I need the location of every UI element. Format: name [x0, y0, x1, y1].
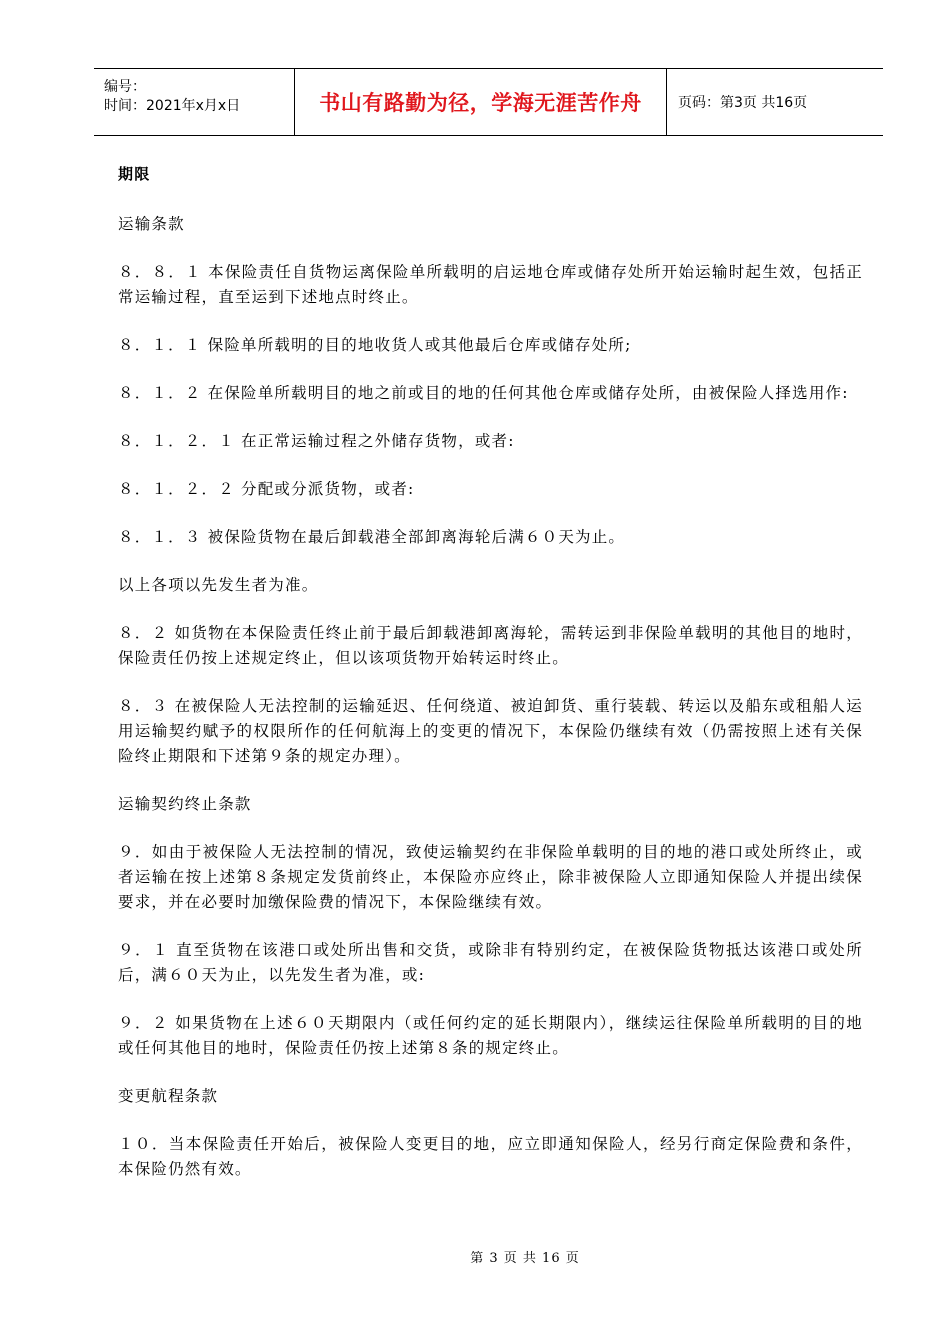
page-footer — [0, 1247, 950, 1266]
paragraph: ８．１．１ 保险单所载明的目的地收货人或其他最后仓库或储存处所; — [118, 336, 632, 354]
motto-text: 书山有路勤为径，学海无涯苦作舟 — [319, 91, 642, 115]
header-page-info — [667, 69, 883, 135]
paragraph: ８．１．２ 在保险单所载明目的地之前或目的地的任何其他仓库或储存处所，由被保险人择选用作: — [118, 384, 849, 402]
page-header — [94, 68, 883, 136]
paragraph: ８．３ 在被保险人无法控制的运输延迟、任何绕道、被迫卸货、重行装载、转运以及船东或租船人运用运输契约赋予的权限所作的任何航海上的变更的情况下，本保险仍继续有效（仍需按照上述有关保险终止期限和下述第９条的规定办理）。 — [118, 697, 863, 765]
header-motto — [295, 69, 667, 135]
clause-heading: 运输条款 — [118, 215, 185, 233]
paragraph: ９．如由于被保险人无法控制的情况，致使运输契约在非保险单载明的目的地的港口或处所终止，或者运输在按上述第８条规定发货前终止，本保险亦应终止，除非被保险人立即通知保险人并提出续保要求，并在必要时加缴保险费的情况下，本保险继续有效。 — [118, 843, 863, 911]
section-heading: 期限 — [118, 165, 151, 183]
paragraph: ８．１．２．１ 在正常运输过程之外储存货物，或者: — [118, 432, 515, 450]
paragraph: ８．８．１ 本保险责任自货物运离保险单所载明的启运地仓库或储存处所开始运输时起生效，包括正常运输过程，直至运到下述地点时终止。 — [118, 263, 863, 306]
paragraph: １０．当本保险责任开始后，被保险人变更目的地，应立即通知保险人，经另行商定保险费和条件，本保险仍然有效。 — [118, 1135, 863, 1178]
header-page-number: 页码：第3页 共16页 — [678, 95, 808, 111]
clause-heading: 运输契约终止条款 — [118, 795, 252, 813]
document-time: 时间：2021年x月x日 — [104, 98, 241, 114]
paragraph: ８．２ 如货物在本保险责任终止前于最后卸载港卸离海轮，需转运到非保险单载明的其他目的地时，保险责任仍按上述规定终止，但以该项货物开始转运时终止。 — [118, 624, 863, 667]
paragraph: ８．１．３ 被保险货物在最后卸载港全部卸离海轮后满６０天为止。 — [118, 528, 626, 546]
paragraph: ９．２ 如果货物在上述６０天期限内（或任何约定的延长期限内），继续运往保险单所载明的目的地或任何其他目的地时，保险责任仍按上述第８条的规定终止。 — [118, 1014, 863, 1057]
header-meta — [94, 69, 295, 135]
document-body — [118, 162, 863, 1205]
document-number-label: 编号： — [104, 79, 146, 95]
footer-page-number: 第 3 页 共 16 页 — [470, 1251, 580, 1266]
paragraph: ８．１．２．２ 分配或分派货物，或者: — [118, 480, 415, 498]
paragraph: 以上各项以先发生者为准。 — [118, 576, 319, 594]
paragraph: ９．１ 直至货物在该港口或处所出售和交货，或除非有特别约定，在被保险货物抵达该港口或处所后，满６０天为止，以先发生者为准，或: — [118, 941, 863, 984]
clause-heading: 变更航程条款 — [118, 1087, 219, 1105]
